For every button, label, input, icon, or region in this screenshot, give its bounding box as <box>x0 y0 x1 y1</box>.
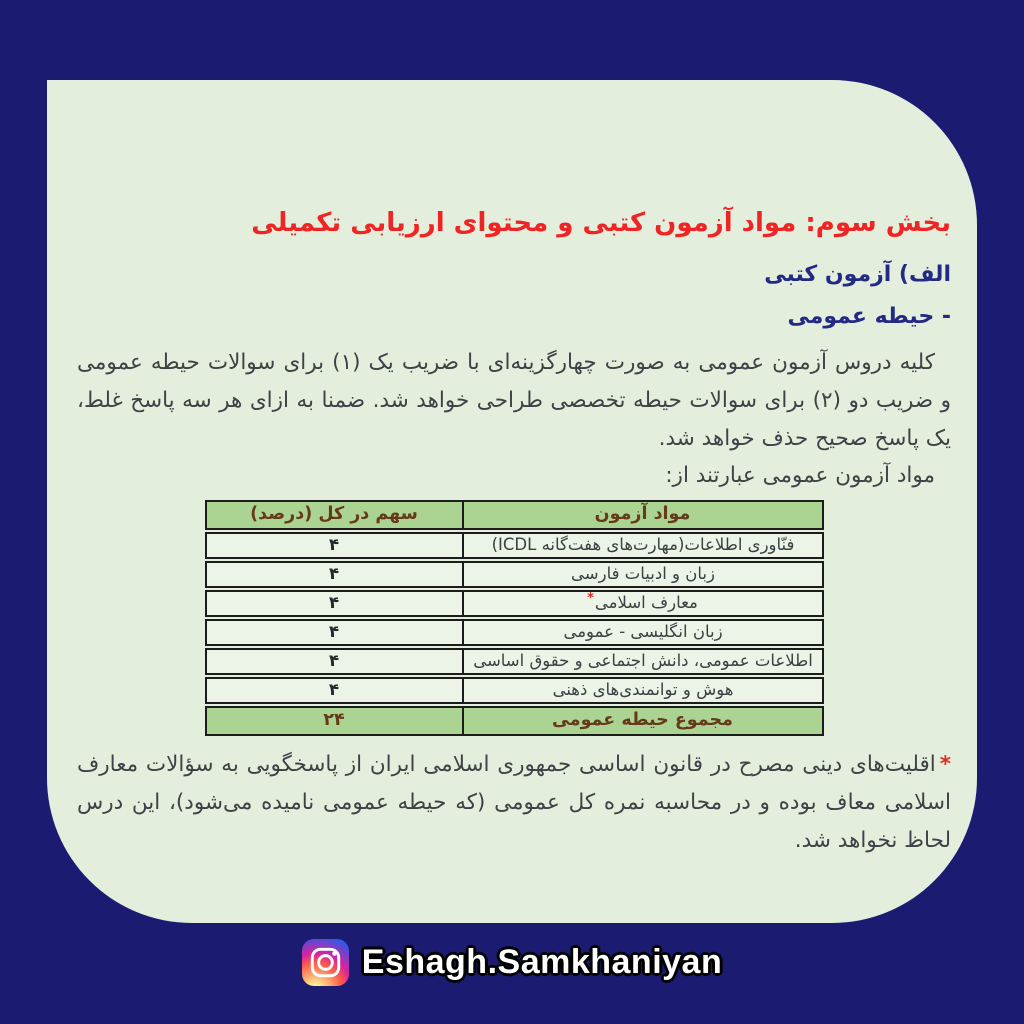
cell-subject: معارف اسلامی * <box>462 592 822 615</box>
cell-subject: هوش و توانمندی‌های ذهنی <box>462 679 822 702</box>
table-row <box>205 590 824 617</box>
table-row <box>205 648 824 675</box>
heading-written-exam: الف) آزمون کتبی <box>764 262 951 287</box>
header-share: سهم در کل (درصد) <box>250 504 418 525</box>
cell-share: ۴ <box>328 680 340 700</box>
table-row <box>205 561 824 588</box>
cell-share: ۴ <box>328 535 340 555</box>
cell-subject: زبان انگلیسی - عمومی <box>462 621 822 644</box>
table-intro-text: مواد آزمون عمومی عبارتند از: <box>665 463 935 488</box>
footnote-marker: * <box>587 591 594 606</box>
total-subject: مجموع حیطه عمومی <box>462 708 822 734</box>
content-card <box>47 80 977 923</box>
body-paragraph: کلیه دروس آزمون عمومی به صورت چهارگزینه‌ای با ضریب یک (۱) برای سوالات حیطه عمومی و ضریب دو (۲) برای سوالات حیطه تخصصی طراحی خواهد شد. ضمنا به ازای هر سه پاسخ غلط، یک پاسخ صحیح حذف خواهد شد. <box>77 350 951 451</box>
table-row <box>205 532 824 559</box>
page-title: بخش سوم: مواد آزمون کتبی و محتوای ارزیابی تکمیلی <box>251 208 951 238</box>
cell-subject: فنّاوری اطلاعات(مهارت‌های هفت‌گانه ICDL) <box>462 534 822 557</box>
cell-subject: اطلاعات عمومی، دانش اجتماعی و حقوق اساسی <box>462 650 822 673</box>
exam-subjects-table <box>205 500 824 736</box>
footnote-text: *اقلیت‌های دینی مصرح در قانون اساسی جمهوری اسلامی ایران از پاسخگویی به سؤالات معارف اسلامی معاف بوده و در محاسبه نمره کل عمومی (که حیطه عمومی نامیده می‌شود)، این درس لحاظ نخواهد شد. <box>77 752 951 853</box>
instagram-handle: Eshagh.Samkhaniyan <box>361 942 723 981</box>
header-subject: مواد آزمون <box>462 502 822 528</box>
cell-share: ۴ <box>328 593 340 613</box>
instagram-icon <box>302 939 349 986</box>
cell-subject: زبان و ادبیات فارسی <box>462 563 822 586</box>
cell-share: ۴ <box>328 651 340 671</box>
total-share: ۲۴ <box>323 710 345 731</box>
table-total-row <box>205 706 824 736</box>
table-header-row <box>205 500 824 530</box>
cell-share: ۴ <box>328 622 340 642</box>
footer-bar <box>0 934 1024 990</box>
cell-share: ۴ <box>328 564 340 584</box>
table-row <box>205 619 824 646</box>
footnote-asterisk: * <box>939 752 951 777</box>
heading-general-domain: - حیطه عمومی <box>787 304 951 329</box>
table-row <box>205 677 824 704</box>
